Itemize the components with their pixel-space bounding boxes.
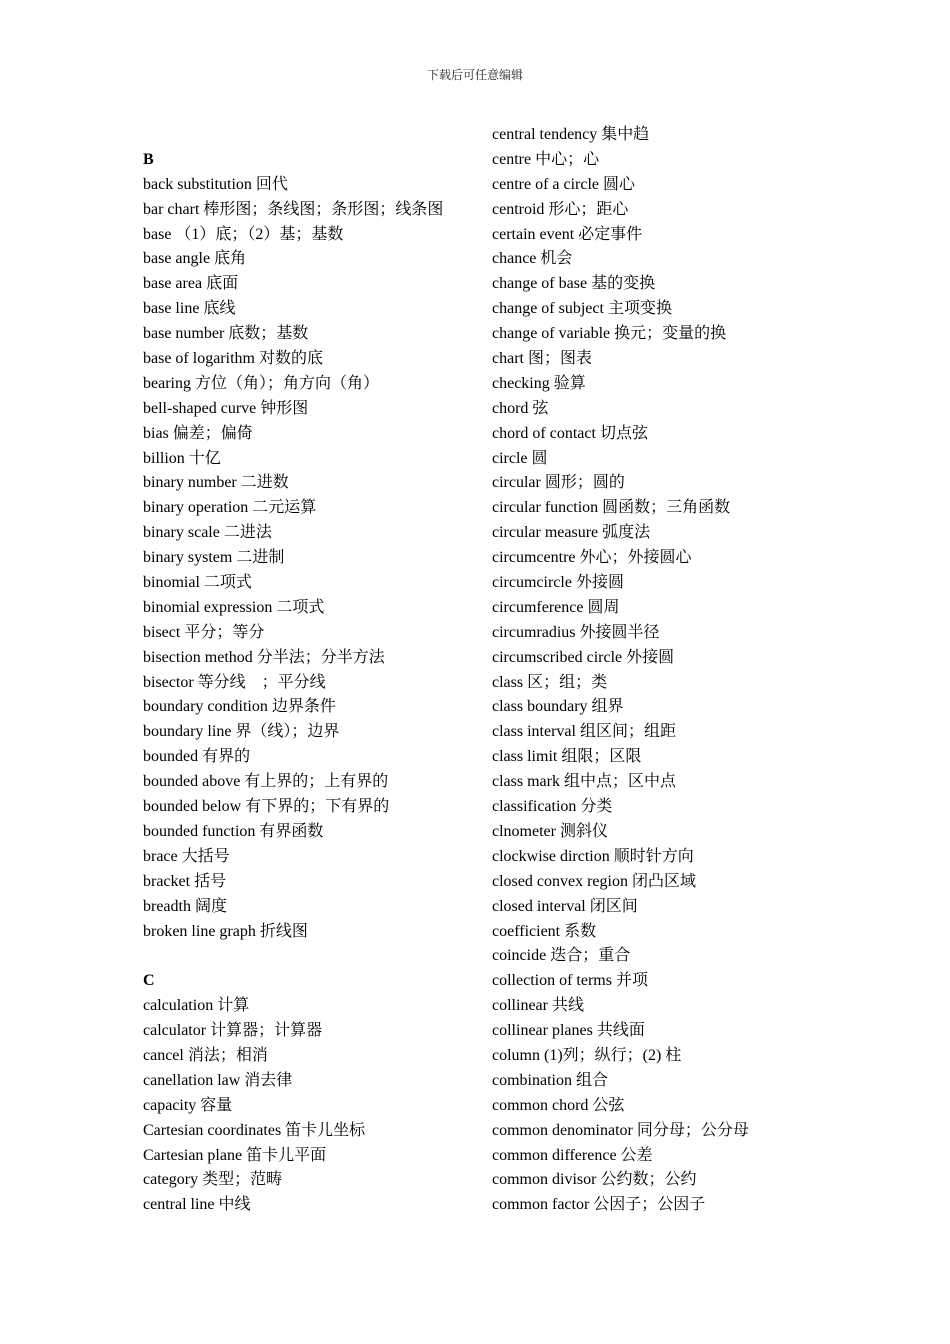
glossary-entry: category 类型；范畴 xyxy=(143,1171,283,1189)
glossary-entry: bias 偏差；偏倚 xyxy=(143,424,253,442)
glossary-entry: circumference 圆周 xyxy=(492,598,620,616)
glossary-entry: centroid 形心；距心 xyxy=(492,200,629,218)
glossary-entry: bounded below 有下界的；下有界的 xyxy=(143,798,390,816)
blank-line xyxy=(143,944,473,969)
glossary-entry: calculator 计算器；计算器 xyxy=(143,1022,323,1040)
glossary-entry: circular function 圆函数；三角函数 xyxy=(492,499,731,517)
glossary-entry: central tendency 集中趋 xyxy=(492,126,650,143)
glossary-entry: base area 底面 xyxy=(143,275,239,293)
glossary-entry: common chord 公弦 xyxy=(492,1096,625,1114)
glossary-entry: circular 圆形；圆的 xyxy=(492,474,625,492)
glossary-entry: billion 十亿 xyxy=(143,449,221,467)
glossary-entry: coefficient 系数 xyxy=(492,922,597,940)
page-header: 下载后可任意编辑 xyxy=(426,68,523,82)
glossary-entry: circumcircle 外接圆 xyxy=(492,574,624,592)
glossary-entry: collection of terms 并项 xyxy=(492,972,648,990)
glossary-entry: chord of contact 切点弦 xyxy=(492,424,648,442)
glossary-entry: central line 中线 xyxy=(143,1196,251,1214)
glossary-entry: binary system 二进制 xyxy=(143,549,285,567)
glossary-entry: centre of a circle 圆心 xyxy=(492,175,636,193)
glossary-entry: change of variable 换元；变量的换 xyxy=(492,325,727,343)
glossary-entry: common divisor 公约数；公约 xyxy=(492,1171,697,1189)
glossary-entry: bounded above 有上界的；上有界的 xyxy=(143,773,389,791)
glossary-entry: bell-shaped curve 钟形图 xyxy=(143,399,309,417)
left-column xyxy=(143,123,473,1218)
glossary-entry: common difference 公差 xyxy=(492,1146,653,1164)
glossary-entry: brace 大括号 xyxy=(143,847,230,865)
glossary-entry: circular measure 弧度法 xyxy=(492,524,651,542)
glossary-entry: centre 中心；心 xyxy=(492,150,600,168)
glossary-entry: clockwise dirction 顺时针方向 xyxy=(492,847,694,865)
right-column xyxy=(492,123,822,1218)
glossary-entry: class boundary 组界 xyxy=(492,698,624,716)
glossary-entry: circumscribed circle 外接圆 xyxy=(492,648,675,666)
glossary-entry: binary number 二进数 xyxy=(143,474,289,492)
glossary-entry: circumradius 外接圆半径 xyxy=(492,623,660,641)
glossary-entry: calculation 计算 xyxy=(143,997,250,1015)
glossary-entry: closed interval 闭区间 xyxy=(492,897,638,915)
glossary-entry: chart 图；图表 xyxy=(492,350,592,368)
glossary-entry: bracket 括号 xyxy=(143,872,227,890)
glossary-entry: Cartesian plane 笛卡儿平面 xyxy=(143,1146,327,1164)
glossary-entry: class limit 组限；区限 xyxy=(492,748,642,766)
section-heading: B xyxy=(143,150,154,168)
glossary-entry: common denominator 同分母；公分母 xyxy=(492,1121,749,1139)
glossary-entry: change of subject 主项变换 xyxy=(492,300,672,318)
glossary-entry: breadth 阔度 xyxy=(143,897,227,915)
glossary-entry: binomial 二项式 xyxy=(143,574,252,592)
glossary-entry: broken line graph 折线图 xyxy=(143,922,308,940)
glossary-entry: cancel 消法；相消 xyxy=(143,1046,268,1064)
glossary-entry: bounded function 有界函数 xyxy=(143,822,324,840)
glossary-entry: bisection method 分半法；分半方法 xyxy=(143,648,385,666)
glossary-entry: collinear planes 共线面 xyxy=(492,1022,645,1040)
glossary-entry: class mark 组中点；区中点 xyxy=(492,773,676,791)
glossary-entry: base angle 底角 xyxy=(143,250,247,268)
glossary-entry: checking 验算 xyxy=(492,374,586,392)
glossary-entry: chord 弦 xyxy=(492,399,549,417)
glossary-entry: circle 圆 xyxy=(492,449,548,467)
glossary-entry: Cartesian coordinates 笛卡儿坐标 xyxy=(143,1121,366,1139)
glossary-entry: boundary condition 边界条件 xyxy=(143,698,336,716)
glossary-entry: bearing 方位（角）；角方向（角） xyxy=(143,374,379,392)
glossary-entry: change of base 基的变换 xyxy=(492,275,656,293)
glossary-entry: binary scale 二进法 xyxy=(143,524,272,542)
glossary-entry: base line 底线 xyxy=(143,300,236,318)
glossary-entry: common factor 公因子；公因子 xyxy=(492,1196,706,1214)
glossary-entry: collinear 共线 xyxy=(492,997,584,1015)
glossary-entry: closed convex region 闭凸区域 xyxy=(492,872,696,890)
glossary-entry: clnometer 测斜仪 xyxy=(492,822,608,840)
glossary-entry: class interval 组区间；组距 xyxy=(492,723,676,741)
glossary-entry: canellation law 消去律 xyxy=(143,1071,293,1089)
glossary-entry: base number 底数；基数 xyxy=(143,325,309,343)
glossary-entry: base （1）底；（2）基；基数 xyxy=(143,225,344,243)
glossary-entry: bisector 等分线 ；平分线 xyxy=(143,673,326,691)
glossary-entry: boundary line 界（线）；边界 xyxy=(143,723,340,741)
section-heading: C xyxy=(143,972,155,990)
glossary-entry: binary operation 二元运算 xyxy=(143,499,317,517)
glossary-entry: coincide 迭合；重合 xyxy=(492,947,631,965)
glossary-entry: bounded 有界的 xyxy=(143,748,251,766)
glossary-entry: capacity 容量 xyxy=(143,1096,233,1114)
glossary-entry: binomial expression 二项式 xyxy=(143,598,325,616)
glossary-entry: bar chart 棒形图；条线图；条形图；线条图 xyxy=(143,200,444,218)
glossary-entry: circumcentre 外心；外接圆心 xyxy=(492,549,692,567)
blank-line xyxy=(143,123,473,148)
glossary-entry: base of logarithm 对数的底 xyxy=(143,350,323,368)
glossary-entry: column (1)列；纵行；(2) 柱 xyxy=(492,1046,682,1064)
glossary-entry: certain event 必定事件 xyxy=(492,225,643,243)
glossary-entry: combination 组合 xyxy=(492,1071,608,1089)
glossary-entry: chance 机会 xyxy=(492,250,573,268)
glossary-entry: back substitution 回代 xyxy=(143,175,288,193)
glossary-entry: bisect 平分；等分 xyxy=(143,623,265,641)
glossary-entry: classification 分类 xyxy=(492,798,613,816)
glossary-entry: class 区；组；类 xyxy=(492,673,608,691)
